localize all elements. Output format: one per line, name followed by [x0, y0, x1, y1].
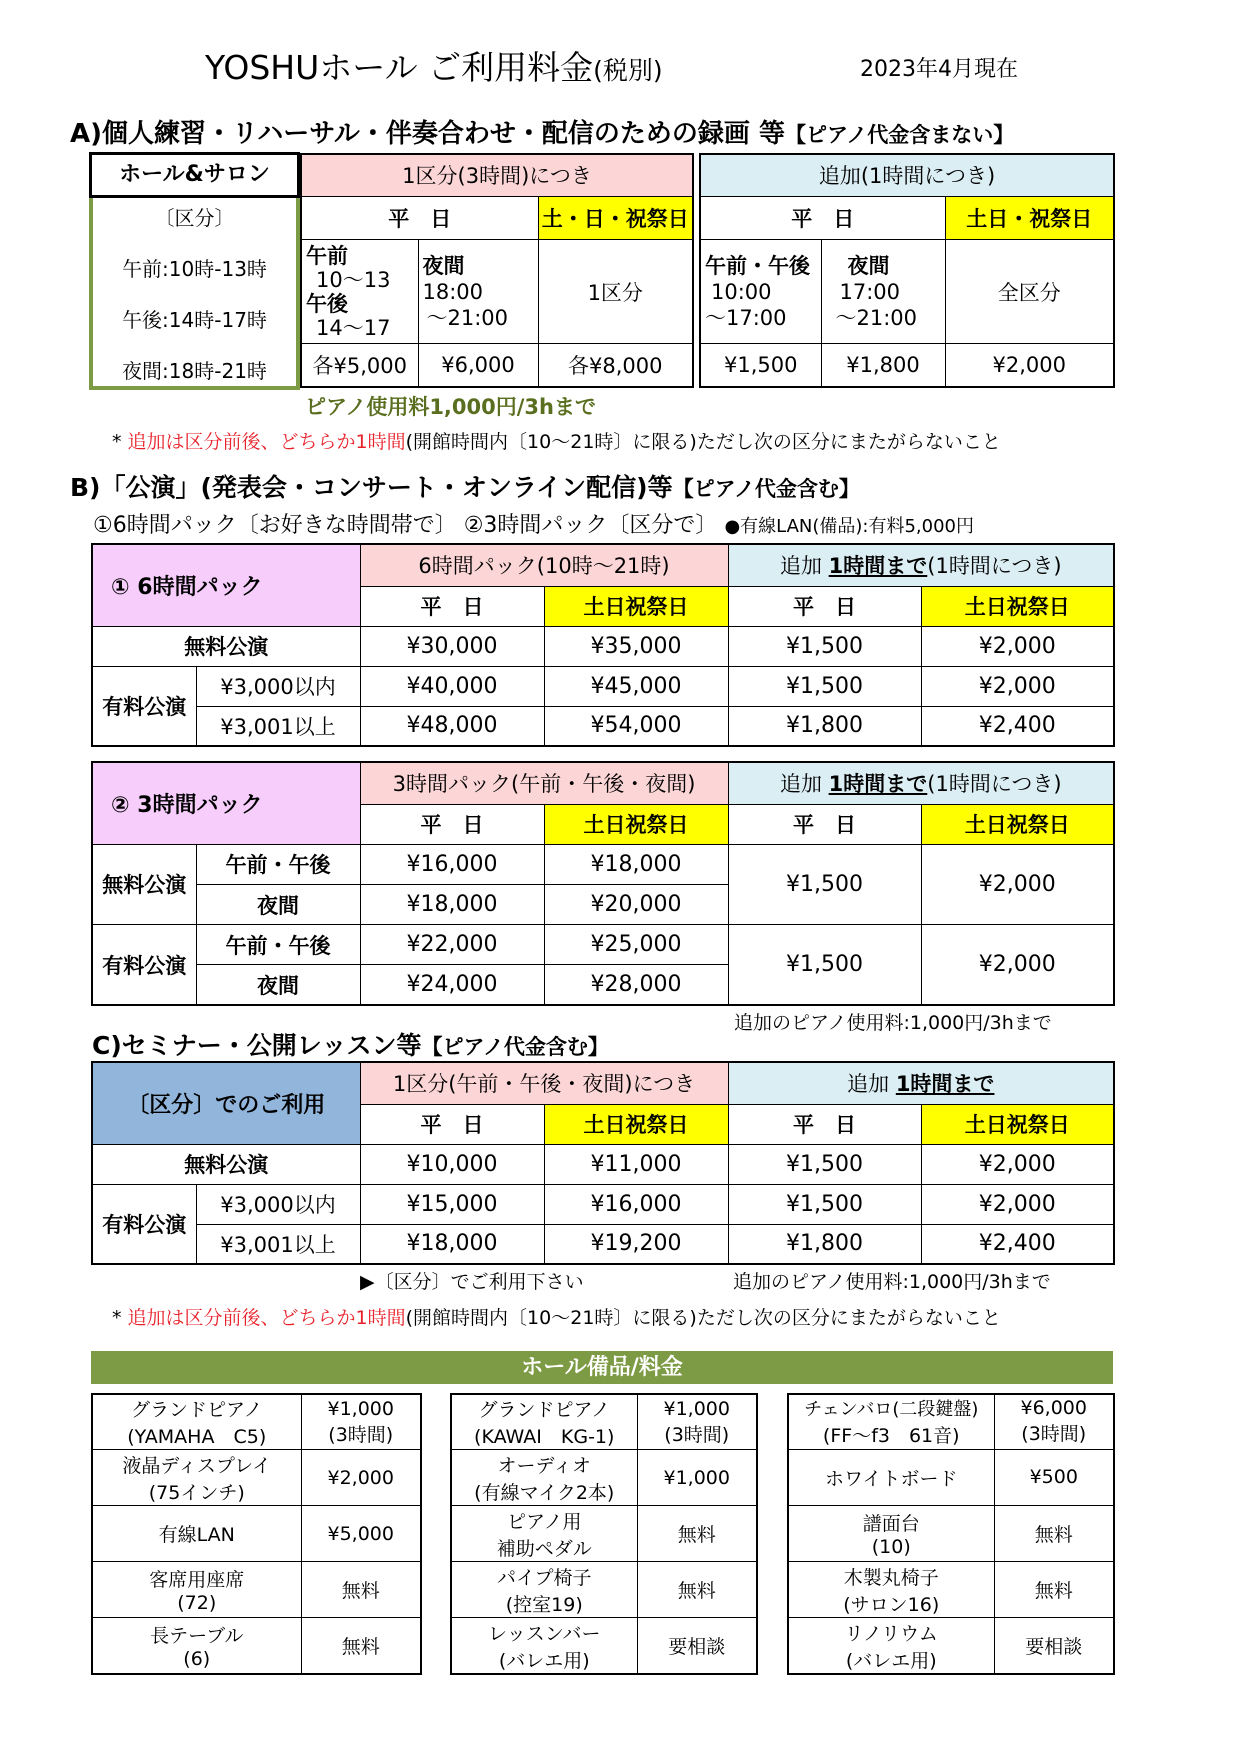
- a-col1-l4: 14〜17: [316, 315, 391, 340]
- kubun-title: 〔区分〕: [154, 206, 235, 230]
- price-a-1: 各¥5,000: [301, 344, 418, 387]
- b2-extra-weekday: 平 日: [728, 804, 921, 844]
- kubun-evening: 夜間:18時-21時: [122, 359, 267, 383]
- e2n1b: (KAWAI KG-1): [474, 1426, 615, 1449]
- a-col4-l2: 10:00: [711, 279, 772, 304]
- b2-holiday: 土日祝祭日: [544, 804, 728, 844]
- table-c: [91, 1061, 1115, 1265]
- equip1-name-3: 有線LAN: [92, 1506, 301, 1562]
- section-a-extra-note: [112, 427, 1001, 454]
- as-of-date: 2023年4月現在: [860, 57, 1018, 82]
- a-col5-l3: 〜21:00: [835, 305, 918, 330]
- c-r3-c2: ¥19,200: [544, 1224, 728, 1264]
- b1-r2-c4: ¥2,000: [921, 666, 1114, 706]
- note-a-black: (開館時間内〔10〜21時〕に限る)ただし次の区分にまたがらないこと: [405, 431, 1001, 453]
- c-paid-sub2: ¥3,001以上: [196, 1224, 360, 1264]
- equip2-price-4: 無料: [637, 1562, 757, 1618]
- a-col2-l1: 夜間: [422, 253, 465, 278]
- table-a-morning-afternoon: [301, 240, 418, 344]
- e1n5a: 長テーブル: [150, 1625, 244, 1648]
- price-a-2: ¥6,000: [418, 344, 538, 387]
- c-g2-pre: 追加: [847, 1072, 896, 1097]
- equipment-table-3: [787, 1393, 1115, 1675]
- equip1-price-4: 無料: [301, 1562, 421, 1618]
- price-a-3: 各¥8,000: [538, 344, 693, 387]
- b2-r2-c2: ¥20,000: [544, 884, 728, 924]
- equipment-table-1: [91, 1393, 422, 1675]
- equip3-name-4: [788, 1562, 994, 1618]
- a-col2-l2: 18:00: [422, 279, 484, 304]
- c-r3-c1: ¥18,000: [360, 1224, 544, 1264]
- kubun-morning: 午前:10時-13時: [122, 257, 267, 281]
- b1-r2-c2: ¥45,000: [544, 666, 728, 706]
- a-col1-l3: 午後: [306, 291, 348, 316]
- e3p1b: (3時間): [1021, 1423, 1087, 1446]
- equipment-table-2: [450, 1393, 758, 1675]
- b1-r1-c4: ¥2,000: [921, 626, 1114, 666]
- equip3-name-3: [788, 1505, 994, 1561]
- b2-extra-holiday: 土日祝祭日: [921, 804, 1114, 844]
- price-a-6: ¥2,000: [945, 344, 1114, 387]
- equip1-price-2: ¥2,000: [301, 1450, 421, 1506]
- section-b-lan: ●有線LAN(備品):有料5,000円: [724, 516, 975, 537]
- c-g2-u: 1時間まで: [895, 1072, 995, 1097]
- kubun-afternoon: 午後:14時-17時: [122, 308, 267, 332]
- b1-free-label: 無料公演: [92, 626, 360, 666]
- e2p1b: (3時間): [664, 1423, 730, 1446]
- b2-paid-extra-weekday: ¥1,500: [728, 925, 921, 1005]
- equip3-price-3: 無料: [994, 1505, 1114, 1561]
- equip2-price-1: [637, 1394, 757, 1450]
- table-b2-group2: [728, 762, 1114, 804]
- equip2-price-3: 無料: [637, 1506, 757, 1562]
- table-a-group-block: 1区分(3時間)につき: [301, 154, 693, 196]
- e2n3a: ピアノ用: [507, 1510, 582, 1533]
- table-a-extra: [699, 153, 1115, 388]
- c-r2-c1: ¥15,000: [360, 1184, 544, 1224]
- section-b-sub: [93, 508, 974, 539]
- b2-paid-sub1: 午前・午後: [196, 925, 360, 965]
- b1-r2-c3: ¥1,500: [728, 666, 921, 706]
- e3n5b: (バレエ用): [845, 1649, 937, 1672]
- c-r1-c4: ¥2,000: [921, 1144, 1114, 1184]
- b1-weekday: 平 日: [360, 586, 544, 626]
- e1n4a: 客席用座席: [149, 1569, 245, 1592]
- note-a-star: *: [112, 431, 122, 453]
- price-a-5: ¥1,800: [821, 344, 945, 387]
- table-a-evening: [418, 240, 538, 344]
- table-b1-group1: 6時間パック(10時〜21時): [360, 544, 728, 586]
- equipment-banner: ホール備品/料金: [91, 1351, 1113, 1384]
- e2n3b: 補助ペダル: [496, 1537, 592, 1560]
- a-col5-l2: 17:00: [839, 279, 901, 304]
- equip1-price-5: 無料: [301, 1618, 421, 1674]
- e2p1a: ¥1,000: [663, 1397, 730, 1420]
- e1p1a: ¥1,000: [327, 1397, 394, 1420]
- c-weekday: 平 日: [360, 1104, 544, 1144]
- e1p1b: (3時間): [328, 1423, 394, 1446]
- b2-free-label: 無料公演: [92, 844, 196, 924]
- b1-g2-pre: 追加: [779, 554, 829, 579]
- equip2-name-4: [451, 1562, 637, 1618]
- note-a-red: 追加は区分前後、どちらか1時間: [127, 431, 406, 453]
- table-b1: [91, 543, 1115, 747]
- b1-r3-c4: ¥2,400: [921, 706, 1114, 746]
- equip1-price-1: [301, 1394, 421, 1450]
- section-b-title: B)「公演」(発表会・コンサート・オンライン配信)等: [70, 473, 673, 502]
- a-col1-l1: 午前: [306, 243, 348, 268]
- b1-r3-c3: ¥1,800: [728, 706, 921, 746]
- e1n2b: (75インチ): [148, 1481, 245, 1504]
- e2n2b: (有線マイク2本): [474, 1481, 615, 1504]
- c-r3-c4: ¥2,400: [921, 1224, 1114, 1264]
- e2n2a: オーディオ: [497, 1454, 591, 1477]
- equip3-price-1: [994, 1394, 1114, 1449]
- b2-r2-c1: ¥18,000: [360, 884, 544, 924]
- e2n5a: レッスンバー: [488, 1622, 601, 1645]
- note-c-red: 追加は区分前後、どちらか1時間: [127, 1307, 406, 1329]
- equip2-name-2: [451, 1450, 637, 1506]
- b1-r1-c1: ¥30,000: [360, 626, 544, 666]
- equip3-name-5: [788, 1618, 994, 1674]
- section-c-heading: [92, 1026, 609, 1062]
- section-c-kubun-note: ▶〔区分〕でご利用下さい: [360, 1271, 584, 1293]
- b2-weekday: 平 日: [360, 804, 544, 844]
- table-a-holiday: 土・日・祝祭日: [538, 196, 693, 239]
- b1-paid-sub2: ¥3,001以上: [196, 706, 360, 746]
- c-paid-sub1: ¥3,000以内: [196, 1184, 360, 1224]
- equip2-name-1: [451, 1394, 637, 1450]
- a-col4-l1: 午前・午後: [705, 253, 810, 278]
- equip3-price-4: 無料: [994, 1562, 1114, 1618]
- equip3-name-1: [788, 1394, 994, 1449]
- b2-paid-extra-holiday: ¥2,000: [921, 925, 1114, 1005]
- equip2-name-3: [451, 1506, 637, 1562]
- table-a-one-kubun: 1区分: [538, 240, 693, 344]
- b1-r2-c1: ¥40,000: [360, 666, 544, 706]
- table-b1-group2: [728, 544, 1114, 586]
- e1n4b: (72): [177, 1592, 217, 1615]
- section-b-heading: [70, 468, 860, 504]
- table-a-weekday: 平 日: [301, 196, 538, 239]
- b1-holiday: 土日祝祭日: [544, 586, 728, 626]
- section-a-note: 【ピアノ代金含まない】: [784, 123, 1015, 147]
- b2-g2-post: (1時間につき): [927, 772, 1062, 797]
- b1-g2-u: 1時間まで: [828, 554, 928, 579]
- c-r3-c3: ¥1,800: [728, 1224, 921, 1264]
- c-free-label: 無料公演: [92, 1144, 360, 1184]
- section-a-heading: [70, 113, 1014, 150]
- b1-paid-label: 有料公演: [92, 666, 196, 746]
- table-a-block: [300, 153, 694, 388]
- b2-paid-label: 有料公演: [92, 925, 196, 1005]
- title-suffix: (税別): [593, 56, 663, 85]
- b2-free-extra-holiday: ¥2,000: [921, 844, 1114, 924]
- c-r1-c2: ¥11,000: [544, 1144, 728, 1184]
- table-b1-title: ① 6時間パック: [92, 544, 360, 626]
- b2-r3-c1: ¥22,000: [360, 925, 544, 965]
- b2-paid-sub2: 夜間: [196, 965, 360, 1005]
- section-c-piano-note: 追加のピアノ使用料:1,000円/3hまで: [733, 1271, 1051, 1293]
- e3n3b: (10): [871, 1535, 911, 1558]
- e3n1a: チェンバロ(二段鍵盤): [804, 1399, 979, 1421]
- table-a-group-extra: 追加(1時間につき): [700, 154, 1114, 196]
- note-c-black: (開館時間内〔10〜21時〕に限る)ただし次の区分にまたがらないこと: [405, 1307, 1001, 1329]
- table-b2-title: ② 3時間パック: [92, 762, 360, 844]
- b1-r1-c2: ¥35,000: [544, 626, 728, 666]
- e3n5a: リノリウム: [844, 1622, 938, 1645]
- e3n1b: (FF〜f3 61音): [822, 1425, 960, 1448]
- equip2-price-2: ¥1,000: [637, 1450, 757, 1506]
- b1-r1-c3: ¥1,500: [728, 626, 921, 666]
- c-r1-c1: ¥10,000: [360, 1144, 544, 1184]
- page-title: [205, 42, 663, 89]
- title-main: YOSHUホール ご利用料金: [205, 48, 594, 87]
- b1-g2-post: (1時間につき): [927, 554, 1062, 579]
- b2-r3-c2: ¥25,000: [544, 925, 728, 965]
- b2-free-sub2: 夜間: [196, 884, 360, 924]
- b2-r4-c1: ¥24,000: [360, 965, 544, 1005]
- e2n4a: パイプ椅子: [497, 1566, 592, 1589]
- e3n4b: (サロン16): [843, 1593, 940, 1616]
- b1-extra-weekday: 平 日: [728, 586, 921, 626]
- table-c-title: 〔区分〕でのご利用: [92, 1062, 360, 1144]
- b2-free-extra-weekday: ¥1,500: [728, 844, 921, 924]
- equip1-name-4: [92, 1562, 301, 1618]
- c-r2-c3: ¥1,500: [728, 1184, 921, 1224]
- table-a-extra-weekday: 平 日: [700, 196, 945, 239]
- a-col1-l2: 10〜13: [316, 267, 391, 292]
- table-b2-group1: 3時間パック(午前・午後・夜間): [360, 762, 728, 804]
- c-extra-weekday: 平 日: [728, 1104, 921, 1144]
- section-a-piano-note: ピアノ使用料1,000円/3hまで: [305, 395, 596, 419]
- b2-free-sub1: 午前・午後: [196, 844, 360, 884]
- section-c-note: 【ピアノ代金含む】: [421, 1035, 609, 1059]
- table-a-extra-day: [700, 240, 821, 344]
- equip2-price-5: 要相談: [637, 1618, 757, 1674]
- equip2-name-5: [451, 1618, 637, 1674]
- table-c-group2: [728, 1062, 1114, 1104]
- c-r2-c4: ¥2,000: [921, 1184, 1114, 1224]
- b1-r3-c2: ¥54,000: [544, 706, 728, 746]
- b2-r4-c2: ¥28,000: [544, 965, 728, 1005]
- b2-g2-u: 1時間まで: [828, 772, 928, 797]
- e1n2a: 液晶ディスプレイ: [122, 1454, 272, 1477]
- table-a-extra-evening: [821, 240, 945, 344]
- a-col4-l3: 〜17:00: [705, 305, 787, 330]
- hall-salon-label: ホール&サロン: [89, 152, 300, 198]
- section-c-title: C)セミナー・公開レッスン等: [92, 1031, 422, 1060]
- price-a-4: ¥1,500: [700, 344, 821, 387]
- c-holiday: 土日祝祭日: [544, 1104, 728, 1144]
- e2n1a: グランドピアノ: [478, 1399, 610, 1422]
- equip1-name-2: [92, 1450, 301, 1506]
- a-col5-l1: 夜間: [847, 253, 890, 278]
- e1n1b: (YAMAHA C5): [127, 1426, 267, 1449]
- e3n3a: 譜面台: [862, 1512, 920, 1535]
- e2n4b: (控室19): [505, 1593, 583, 1616]
- c-r1-c3: ¥1,500: [728, 1144, 921, 1184]
- e3n4a: 木製丸椅子: [843, 1566, 939, 1589]
- b2-r1-c2: ¥18,000: [544, 844, 728, 884]
- table-a-extra-holiday: 土日・祝祭日: [945, 196, 1114, 239]
- b1-r3-c1: ¥48,000: [360, 706, 544, 746]
- c-paid-label: 有料公演: [92, 1184, 196, 1264]
- section-a-title: A)個人練習・リハーサル・伴奏合わせ・配信のための録画 等: [70, 119, 785, 149]
- e1n1a: グランドピアノ: [131, 1399, 263, 1422]
- equip3-name-2: ホワイトボード: [788, 1449, 994, 1505]
- e3p1a: ¥6,000: [1020, 1397, 1087, 1420]
- b2-r1-c1: ¥16,000: [360, 844, 544, 884]
- table-b2: [91, 761, 1115, 1006]
- section-b-piano-note: 追加のピアノ使用料:1,000円/3hまで: [734, 1012, 1052, 1034]
- section-c-extra-note: [112, 1303, 1001, 1330]
- equip3-price-5: 要相談: [994, 1618, 1114, 1674]
- equip1-price-3: ¥5,000: [301, 1506, 421, 1562]
- b1-paid-sub1: ¥3,000以内: [196, 666, 360, 706]
- section-b-packs: ①6時間パック〔お好きな時間帯で〕 ②3時間パック〔区分で〕: [93, 513, 718, 538]
- equip1-name-1: [92, 1394, 301, 1450]
- equip3-price-2: ¥500: [994, 1449, 1114, 1505]
- table-a-all-kubun: 全区分: [945, 240, 1114, 344]
- b2-g2-pre: 追加: [779, 772, 829, 797]
- section-b-note: 【ピアノ代金含む】: [672, 477, 860, 501]
- equip1-name-5: [92, 1618, 301, 1674]
- a-col2-l3: 〜21:00: [426, 305, 509, 330]
- c-r2-c2: ¥16,000: [544, 1184, 728, 1224]
- c-extra-holiday: 土日祝祭日: [921, 1104, 1114, 1144]
- table-c-group1: 1区分(午前・午後・夜間)につき: [360, 1062, 728, 1104]
- b1-extra-holiday: 土日祝祭日: [921, 586, 1114, 626]
- e1n5b: (6): [183, 1648, 211, 1671]
- note-c-star: *: [112, 1307, 122, 1329]
- e2n5b: (バレエ用): [498, 1649, 590, 1672]
